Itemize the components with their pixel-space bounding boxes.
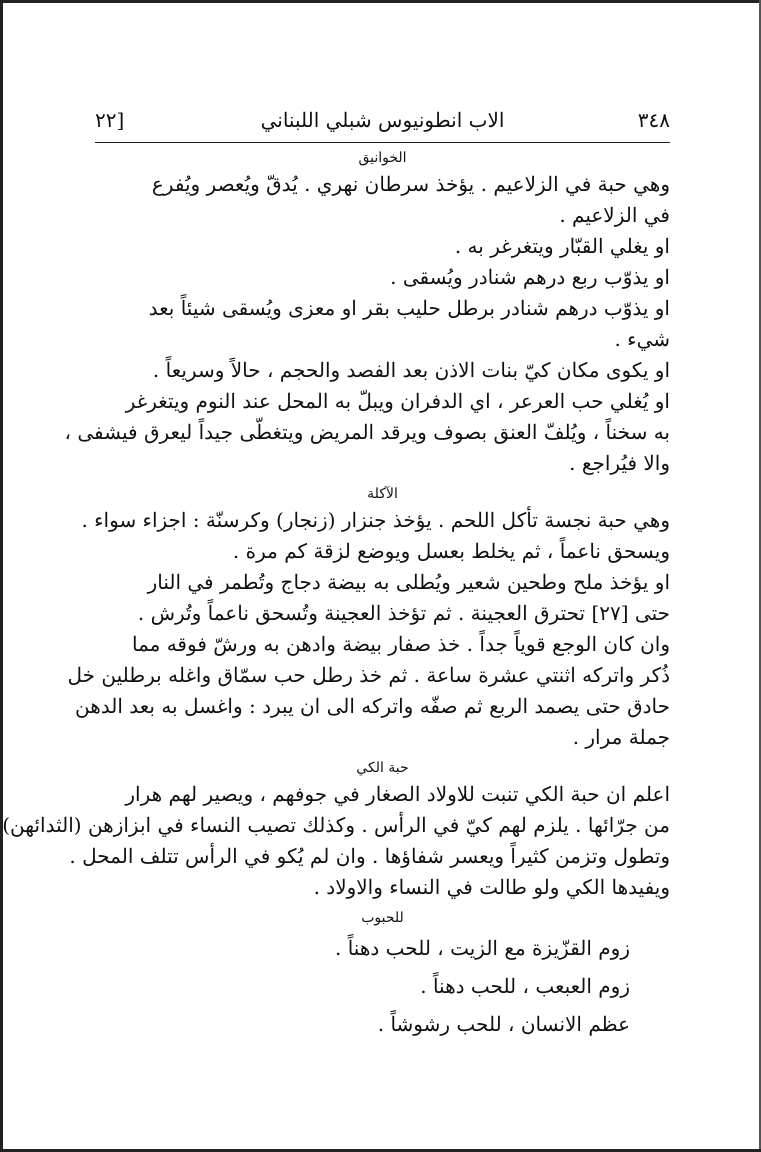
text-line: او يؤخذ ملح وطحين شعير ويُطلى به بيضة دجاج وتُطمر في النار (147, 570, 670, 594)
page-body (2, 147, 670, 1043)
text-line: وهي حبة نجسة تأكل اللحم . يؤخذ جنزار (زنجار) وكرسنّة : اجزاء سواء . (81, 508, 670, 532)
paragraph (95, 169, 670, 231)
section-title: حبة الكي (356, 760, 409, 776)
running-title: الاب انطونيوس شبلي اللبناني (260, 108, 505, 132)
text-line: في الزلاعيم . (559, 203, 670, 227)
paragraph (95, 355, 670, 386)
paragraph (95, 262, 670, 293)
paragraph (95, 567, 670, 629)
text-line: او يذوّب درهم شنادر برطل حليب بقر او معزى ويُسقى شيئاً بعد (148, 296, 670, 320)
section-title: الآكلة (367, 486, 398, 502)
text-line: حتى [٢٧] تحترق العجينة . ثم تؤخذ العجينة وتُسحق ناعماً وتُرش . (137, 601, 670, 625)
text-line: ذُكر واتركه اثنتي عشرة ساعة . ثم خذ رطل حب سمّاق واغله برطلين خل (67, 663, 670, 687)
section-title: الخوانيق (358, 150, 407, 166)
list-item: عظم الانسان ، للحب رشوشاً . (377, 1012, 630, 1036)
scan-border-top (0, 0, 761, 3)
list-item: زوم القزّيزة مع الزيت ، للحب دهناً . (335, 936, 630, 960)
paragraph (67, 629, 670, 753)
text-line: اعلم ان حبة الكي تنبت للاولاد الصغار في جوفهم ، ويصير لهم هرار (125, 782, 670, 806)
paragraph (95, 231, 670, 262)
text-line: وان كان الوجع قوياً جداً . خذ صفار بيضة وادهن به ورشّ فوقه مما (131, 632, 670, 656)
text-line: من جرّائها . يلزم لهم كيّ في الرأس . وكذلك تصيب النساء في ابزازهن (الثدائهن) (2, 813, 670, 837)
paragraph (81, 505, 670, 567)
text-line: والا فيُراجع . (569, 451, 670, 475)
list-item: زوم العبعب ، للحب دهناً . (420, 974, 630, 998)
text-line: حادق حتى يصمد الربع ثم صفّه واتركه الى ان يبرد : واغسل به بعد الدهن (74, 694, 670, 718)
text-line: جملة مرار . (572, 725, 670, 749)
chapter-number: [٢٢ (95, 108, 125, 132)
book-page (2, 100, 670, 1043)
paragraph (2, 779, 670, 903)
text-line: به سخناً ، ويُلفّ العنق بصوف ويرقد المريض ويتغطّى جيداً ليعرق فيشفى ، (64, 420, 670, 444)
header-rule (95, 142, 670, 143)
recipe-list (95, 929, 630, 1043)
scan-border-left (0, 0, 3, 1152)
text-line: ويفيدها الكي ولو طالت في النساء والاولاد . (313, 875, 670, 899)
text-line: او يُغلي حب العرعر ، اي الدفران ويبلّ به المحل عند النوم ويتغرغر (125, 389, 670, 413)
text-line: وهي حبة في الزلاعيم . يؤخذ سرطان نهري . يُدقّ ويُعصر ويُفرع (151, 172, 670, 196)
running-header (95, 100, 670, 140)
section-title: للحبوب (361, 910, 404, 926)
text-line: وتطول وتزمن كثيراً ويعسر شفاؤها . وان لم يُكو في الرأس تتلف المحل . (69, 844, 670, 868)
text-line: او يكوى مكان كيّ بنات الاذن بعد الفصد والحجم ، حالاً وسريعاً . (152, 358, 670, 382)
text-line: او يغلي القبّار ويتغرغر به . (454, 234, 670, 258)
text-line: شيء . (614, 327, 670, 351)
paragraph (95, 293, 670, 355)
paragraph (64, 386, 670, 479)
text-line: او يذوّب ربع درهم شنادر ويُسقى . (390, 265, 670, 289)
page-number: ٣٤٨ (637, 108, 670, 132)
text-line: ويسحق ناعماً ، ثم يخلط بعسل ويوضع لزقة كم مرة . (232, 539, 670, 563)
